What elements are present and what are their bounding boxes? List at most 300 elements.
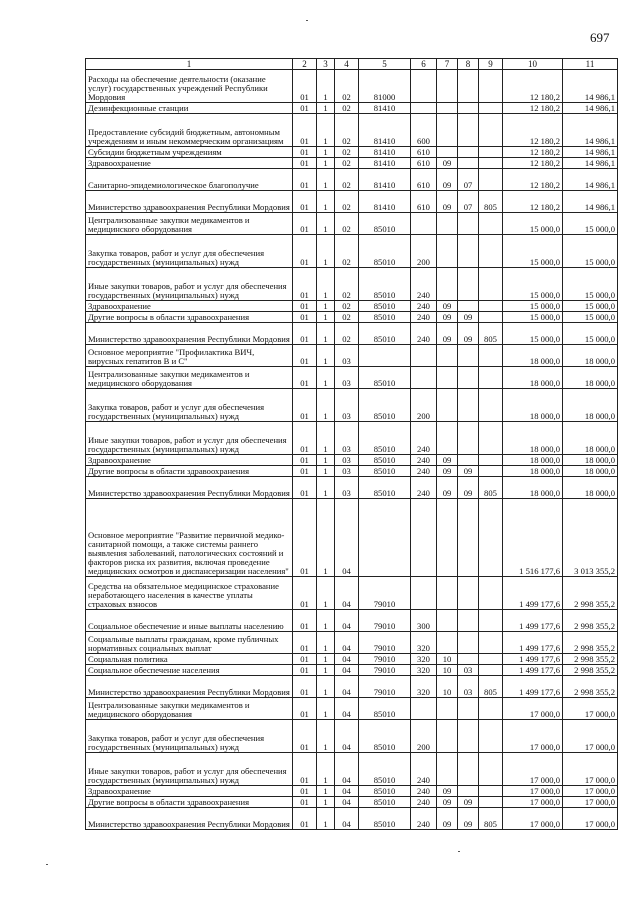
table-cell: 04 [335,632,359,654]
table-cell: 240 [411,455,437,466]
table-cell: 04 [335,786,359,797]
table-row [86,114,618,147]
table-cell: 09 [437,466,458,477]
table-row [86,323,618,345]
table-row [86,191,618,213]
table-cell [437,114,458,147]
table-cell: 02 [335,103,359,114]
table-cell: 85010 [359,455,411,466]
row-label-cell: Другие вопросы в области здравоохранения [86,466,293,477]
table-cell: 09 [437,786,458,797]
table-cell: 12 180,2 [503,147,563,158]
table-cell: 85010 [359,213,411,235]
table-cell: 200 [411,235,437,268]
table-cell [479,389,503,422]
table-cell: 09 [437,169,458,191]
table-cell: 18 000,0 [503,477,563,499]
row-label-cell: Средства на обязательное медицинское страхование неработающего населения в качестве уплаты страховых взносов [86,577,293,610]
table-cell: 1 [317,676,335,698]
table-cell: 02 [335,268,359,301]
table-cell: 240 [411,786,437,797]
table-cell: 04 [335,676,359,698]
table-cell: 15 000,0 [563,213,618,235]
table-cell: 1 [317,345,335,367]
table-cell [458,720,479,753]
table-cell: 03 [335,422,359,455]
table-cell: 1 499 177,6 [503,577,563,610]
row-label-cell: Министерство здравоохранения Республики Мордовия [86,477,293,499]
table-cell: 2 998 355,2 [563,654,618,665]
table-cell: 01 [293,147,317,158]
table-row [86,632,618,654]
table-cell [479,786,503,797]
table-cell: 1 [317,169,335,191]
table-cell [458,367,479,389]
table-row [86,808,618,830]
table-cell: 01 [293,191,317,213]
row-label-cell: Министерство здравоохранения Республики Мордовия [86,323,293,345]
table-cell: 1 516 177,6 [503,499,563,577]
table-row [86,367,618,389]
table-cell: 02 [335,301,359,312]
table-cell: 18 000,0 [563,389,618,422]
table-cell: 01 [293,665,317,676]
row-label-cell: Здравоохранение [86,786,293,797]
table-cell: 1 [317,147,335,158]
table-cell: 03 [458,665,479,676]
table-cell: 1 [317,158,335,169]
table-cell: 240 [411,477,437,499]
table-cell: 85010 [359,323,411,345]
table-cell: 200 [411,389,437,422]
table-cell: 01 [293,268,317,301]
table-row [86,786,618,797]
table-cell: 10 [437,676,458,698]
table-row [86,577,618,610]
table-row [86,720,618,753]
table-row [86,147,618,158]
table-row [86,753,618,786]
table-cell: 01 [293,797,317,808]
table-cell [411,499,437,577]
table-cell: 17 000,0 [503,720,563,753]
table-cell: 17 000,0 [563,720,618,753]
table-cell: 1 [317,808,335,830]
table-cell [437,235,458,268]
table-cell: 17 000,0 [563,808,618,830]
table-cell [437,720,458,753]
table-cell: 1 [317,477,335,499]
table-cell: 1 [317,235,335,268]
table-cell: 15 000,0 [503,312,563,323]
table-cell: 18 000,0 [563,455,618,466]
table-cell: 03 [335,345,359,367]
table-cell: 240 [411,797,437,808]
column-header: 3 [317,59,335,70]
table-row [86,235,618,268]
table-cell [437,147,458,158]
table-cell: 79010 [359,632,411,654]
table-cell: 09 [458,477,479,499]
table-cell [437,422,458,455]
table-cell: 81410 [359,158,411,169]
table-cell: 1 [317,455,335,466]
table-cell: 1 [317,797,335,808]
table-cell: 14 986,1 [563,158,618,169]
budget-table [85,58,618,830]
table-cell: 85010 [359,797,411,808]
table-cell: 81410 [359,147,411,158]
table-cell: 1 [317,301,335,312]
table-cell: 01 [293,389,317,422]
row-label-cell: Здравоохранение [86,455,293,466]
table-cell: 01 [293,114,317,147]
table-cell [458,698,479,720]
table-cell: 805 [479,477,503,499]
row-label-cell: Министерство здравоохранения Республики Мордовия [86,676,293,698]
table-cell: 1 499 177,6 [503,632,563,654]
table-cell [437,577,458,610]
table-cell [458,235,479,268]
table-cell: 85010 [359,466,411,477]
row-label-cell: Социальное обеспечение и иные выплаты населению [86,610,293,632]
table-cell: 81410 [359,191,411,213]
table-cell [437,499,458,577]
column-header: 10 [503,59,563,70]
table-cell [479,312,503,323]
table-cell [458,70,479,103]
column-header: 5 [359,59,411,70]
row-label-cell: Социальное обеспечение населения [86,665,293,676]
table-cell: 85010 [359,235,411,268]
table-cell: 01 [293,577,317,610]
column-header: 11 [563,59,618,70]
table-cell [458,632,479,654]
table-cell [458,301,479,312]
table-cell: 1 499 177,6 [503,665,563,676]
table-cell: 04 [335,797,359,808]
table-cell: 18 000,0 [563,477,618,499]
table-cell: 1 [317,367,335,389]
scan-speck [306,20,308,21]
table-cell [437,103,458,114]
table-cell: 01 [293,610,317,632]
table-cell: 14 986,1 [563,103,618,114]
table-cell: 79010 [359,654,411,665]
table-cell [411,698,437,720]
table-cell: 1 [317,70,335,103]
row-label-cell: Основное мероприятие "Профилактика ВИЧ, вирусных гепатитов В и С" [86,345,293,367]
table-cell: 79010 [359,577,411,610]
table-cell: 10 [437,665,458,676]
table-cell: 15 000,0 [563,323,618,345]
table-row [86,268,618,301]
table-cell [359,345,411,367]
row-label-cell: Другие вопросы в области здравоохранения [86,312,293,323]
row-label-cell: Централизованные закупки медикаментов и медицинского оборудования [86,367,293,389]
table-cell [458,268,479,301]
table-cell: 14 986,1 [563,191,618,213]
table-cell: 17 000,0 [563,698,618,720]
row-label-cell: Предоставление субсидий бюджетным, автономным учреждениям и иным некоммерческим организациям [86,114,293,147]
table-cell: 15 000,0 [503,268,563,301]
table-cell: 1 [317,610,335,632]
table-cell: 240 [411,323,437,345]
table-cell: 01 [293,676,317,698]
table-cell: 04 [335,610,359,632]
table-cell [479,367,503,389]
table-cell [479,301,503,312]
table-cell: 1 [317,114,335,147]
table-cell [458,389,479,422]
table-cell: 17 000,0 [563,797,618,808]
table-cell: 12 180,2 [503,114,563,147]
table-cell: 09 [437,455,458,466]
table-cell: 04 [335,577,359,610]
row-label-cell: Дезинфекционные станции [86,103,293,114]
table-cell: 01 [293,720,317,753]
table-cell: 320 [411,665,437,676]
table-cell: 02 [335,147,359,158]
table-cell [458,213,479,235]
table-cell: 805 [479,676,503,698]
table-cell: 18 000,0 [503,367,563,389]
table-cell [479,577,503,610]
table-cell: 02 [335,312,359,323]
table-cell: 15 000,0 [563,312,618,323]
table-cell: 02 [335,70,359,103]
table-cell [479,698,503,720]
table-cell: 07 [458,169,479,191]
table-cell [479,158,503,169]
table-cell [437,367,458,389]
column-header: 4 [335,59,359,70]
table-cell [437,632,458,654]
table-cell [479,345,503,367]
table-cell: 15 000,0 [503,323,563,345]
table-cell: 85010 [359,720,411,753]
table-cell: 02 [335,114,359,147]
table-cell [479,720,503,753]
row-label-cell: Субсидии бюджетным учреждениям [86,147,293,158]
table-row [86,345,618,367]
table-cell: 1 [317,654,335,665]
table-row [86,499,618,577]
table-cell: 81410 [359,114,411,147]
table-cell [479,610,503,632]
table-cell: 2 998 355,2 [563,665,618,676]
table-cell [479,466,503,477]
table-cell: 610 [411,158,437,169]
table-cell [437,389,458,422]
table-cell [411,367,437,389]
row-label-cell: Иные закупки товаров, работ и услуг для обеспечения государственных (муниципальных) нужд [86,268,293,301]
table-cell: 12 180,2 [503,158,563,169]
table-cell: 85010 [359,301,411,312]
table-cell: 81410 [359,103,411,114]
table-cell: 02 [335,235,359,268]
table-cell: 07 [458,191,479,213]
table-cell: 03 [335,455,359,466]
table-cell: 300 [411,610,437,632]
table-cell [479,797,503,808]
table-cell: 1 [317,323,335,345]
table-cell [437,268,458,301]
row-label-cell: Санитарно-эпидемиологическое благополучие [86,169,293,191]
table-cell: 01 [293,422,317,455]
table-row [86,665,618,676]
table-cell: 18 000,0 [503,466,563,477]
table-cell: 240 [411,301,437,312]
table-cell [479,103,503,114]
table-cell [437,70,458,103]
table-cell: 240 [411,466,437,477]
row-label-cell: Централизованные закупки медикаментов и медицинского оборудования [86,698,293,720]
table-cell: 805 [479,191,503,213]
table-cell: 85010 [359,786,411,797]
table-body [86,70,618,830]
table-cell: 02 [335,191,359,213]
table-cell: 15 000,0 [563,235,618,268]
table-cell [479,753,503,786]
table-row [86,797,618,808]
table-cell: 15 000,0 [563,268,618,301]
table-cell: 1 [317,312,335,323]
row-label-cell: Министерство здравоохранения Республики Мордовия [86,191,293,213]
table-row [86,301,618,312]
table-cell: 805 [479,323,503,345]
row-label-cell: Здравоохранение [86,158,293,169]
table-cell: 12 180,2 [503,191,563,213]
table-row [86,676,618,698]
table-cell: 01 [293,169,317,191]
table-cell [437,610,458,632]
table-cell: 1 [317,466,335,477]
table-cell: 12 180,2 [503,169,563,191]
row-label-cell: Закупка товаров, работ и услуг для обеспечения государственных (муниципальных) нужд [86,235,293,268]
table-cell [458,610,479,632]
table-cell: 81410 [359,169,411,191]
table-cell: 01 [293,786,317,797]
table-cell: 01 [293,235,317,268]
table-cell [458,158,479,169]
table-cell: 18 000,0 [503,345,563,367]
table-cell: 1 [317,665,335,676]
table-cell: 03 [335,466,359,477]
table-cell: 805 [479,808,503,830]
table-cell: 18 000,0 [503,389,563,422]
table-cell: 02 [335,169,359,191]
table-cell: 18 000,0 [563,345,618,367]
table-row [86,698,618,720]
table-cell: 320 [411,632,437,654]
table-cell: 240 [411,268,437,301]
table-cell: 1 [317,422,335,455]
table-cell: 320 [411,654,437,665]
table-cell [458,455,479,466]
table-cell: 1 499 177,6 [503,610,563,632]
table-cell: 320 [411,676,437,698]
table-cell [479,169,503,191]
table-cell: 01 [293,70,317,103]
table-cell [411,577,437,610]
table-cell: 04 [335,654,359,665]
table-cell: 10 [437,654,458,665]
table-cell: 01 [293,158,317,169]
column-header: 8 [458,59,479,70]
table-cell: 01 [293,808,317,830]
row-label-cell: Закупка товаров, работ и услуг для обеспечения государственных (муниципальных) нужд [86,720,293,753]
column-header: 7 [437,59,458,70]
row-label-cell: Социальная политика [86,654,293,665]
table-cell: 14 986,1 [563,169,618,191]
table-cell: 09 [458,323,479,345]
table-cell: 03 [335,477,359,499]
table-cell: 3 013 355,2 [563,499,618,577]
row-label-cell: Основное мероприятие "Развитие первичной медико-санитарной помощи, а также системы раннего выявления заболеваний, патологических состояний и факторов риска их развития, включая проведение медицинских осмотров и диспансеризации населения" [86,499,293,577]
row-label-cell: Расходы на обеспечение деятельности (оказание услуг) государственных учреждений Республики Мордовия [86,70,293,103]
table-cell: 09 [437,477,458,499]
table-cell: 09 [437,808,458,830]
column-header: 9 [479,59,503,70]
table-cell: 240 [411,753,437,786]
table-cell: 1 [317,720,335,753]
table-cell: 01 [293,301,317,312]
table-cell: 09 [437,301,458,312]
row-label-cell: Министерство здравоохранения Республики Мордовия [86,808,293,830]
table-cell: 2 998 355,2 [563,577,618,610]
table-cell: 04 [335,698,359,720]
table-row [86,389,618,422]
table-cell: 01 [293,632,317,654]
table-cell: 1 [317,191,335,213]
table-cell: 79010 [359,665,411,676]
table-cell: 79010 [359,610,411,632]
table-cell: 1 [317,698,335,720]
table-cell: 18 000,0 [563,367,618,389]
table-cell: 85010 [359,389,411,422]
table-cell: 01 [293,455,317,466]
table-cell: 1 [317,577,335,610]
scan-speck [46,864,48,865]
table-cell: 14 986,1 [563,70,618,103]
table-cell: 600 [411,114,437,147]
table-cell [458,786,479,797]
row-label-cell: Здравоохранение [86,301,293,312]
row-label-cell: Иные закупки товаров, работ и услуг для обеспечения государственных (муниципальных) нужд [86,422,293,455]
table-cell: 01 [293,654,317,665]
table-cell: 18 000,0 [563,466,618,477]
table-cell: 79010 [359,676,411,698]
table-cell: 09 [458,808,479,830]
table-cell: 01 [293,499,317,577]
table-cell: 240 [411,422,437,455]
table-cell: 01 [293,466,317,477]
table-cell: 1 499 177,6 [503,676,563,698]
table-cell: 85010 [359,422,411,455]
table-cell: 18 000,0 [563,422,618,455]
table-cell [437,345,458,367]
row-label-cell: Другие вопросы в области здравоохранения [86,797,293,808]
table-cell: 17 000,0 [563,753,618,786]
row-label-cell: Социальные выплаты гражданам, кроме публичных нормативных социальных выплат [86,632,293,654]
row-label-cell: Закупка товаров, работ и услуг для обеспечения государственных (муниципальных) нужд [86,389,293,422]
table-cell: 01 [293,103,317,114]
table-cell: 610 [411,147,437,158]
table-cell: 17 000,0 [503,698,563,720]
table-cell [458,103,479,114]
table-cell [479,422,503,455]
